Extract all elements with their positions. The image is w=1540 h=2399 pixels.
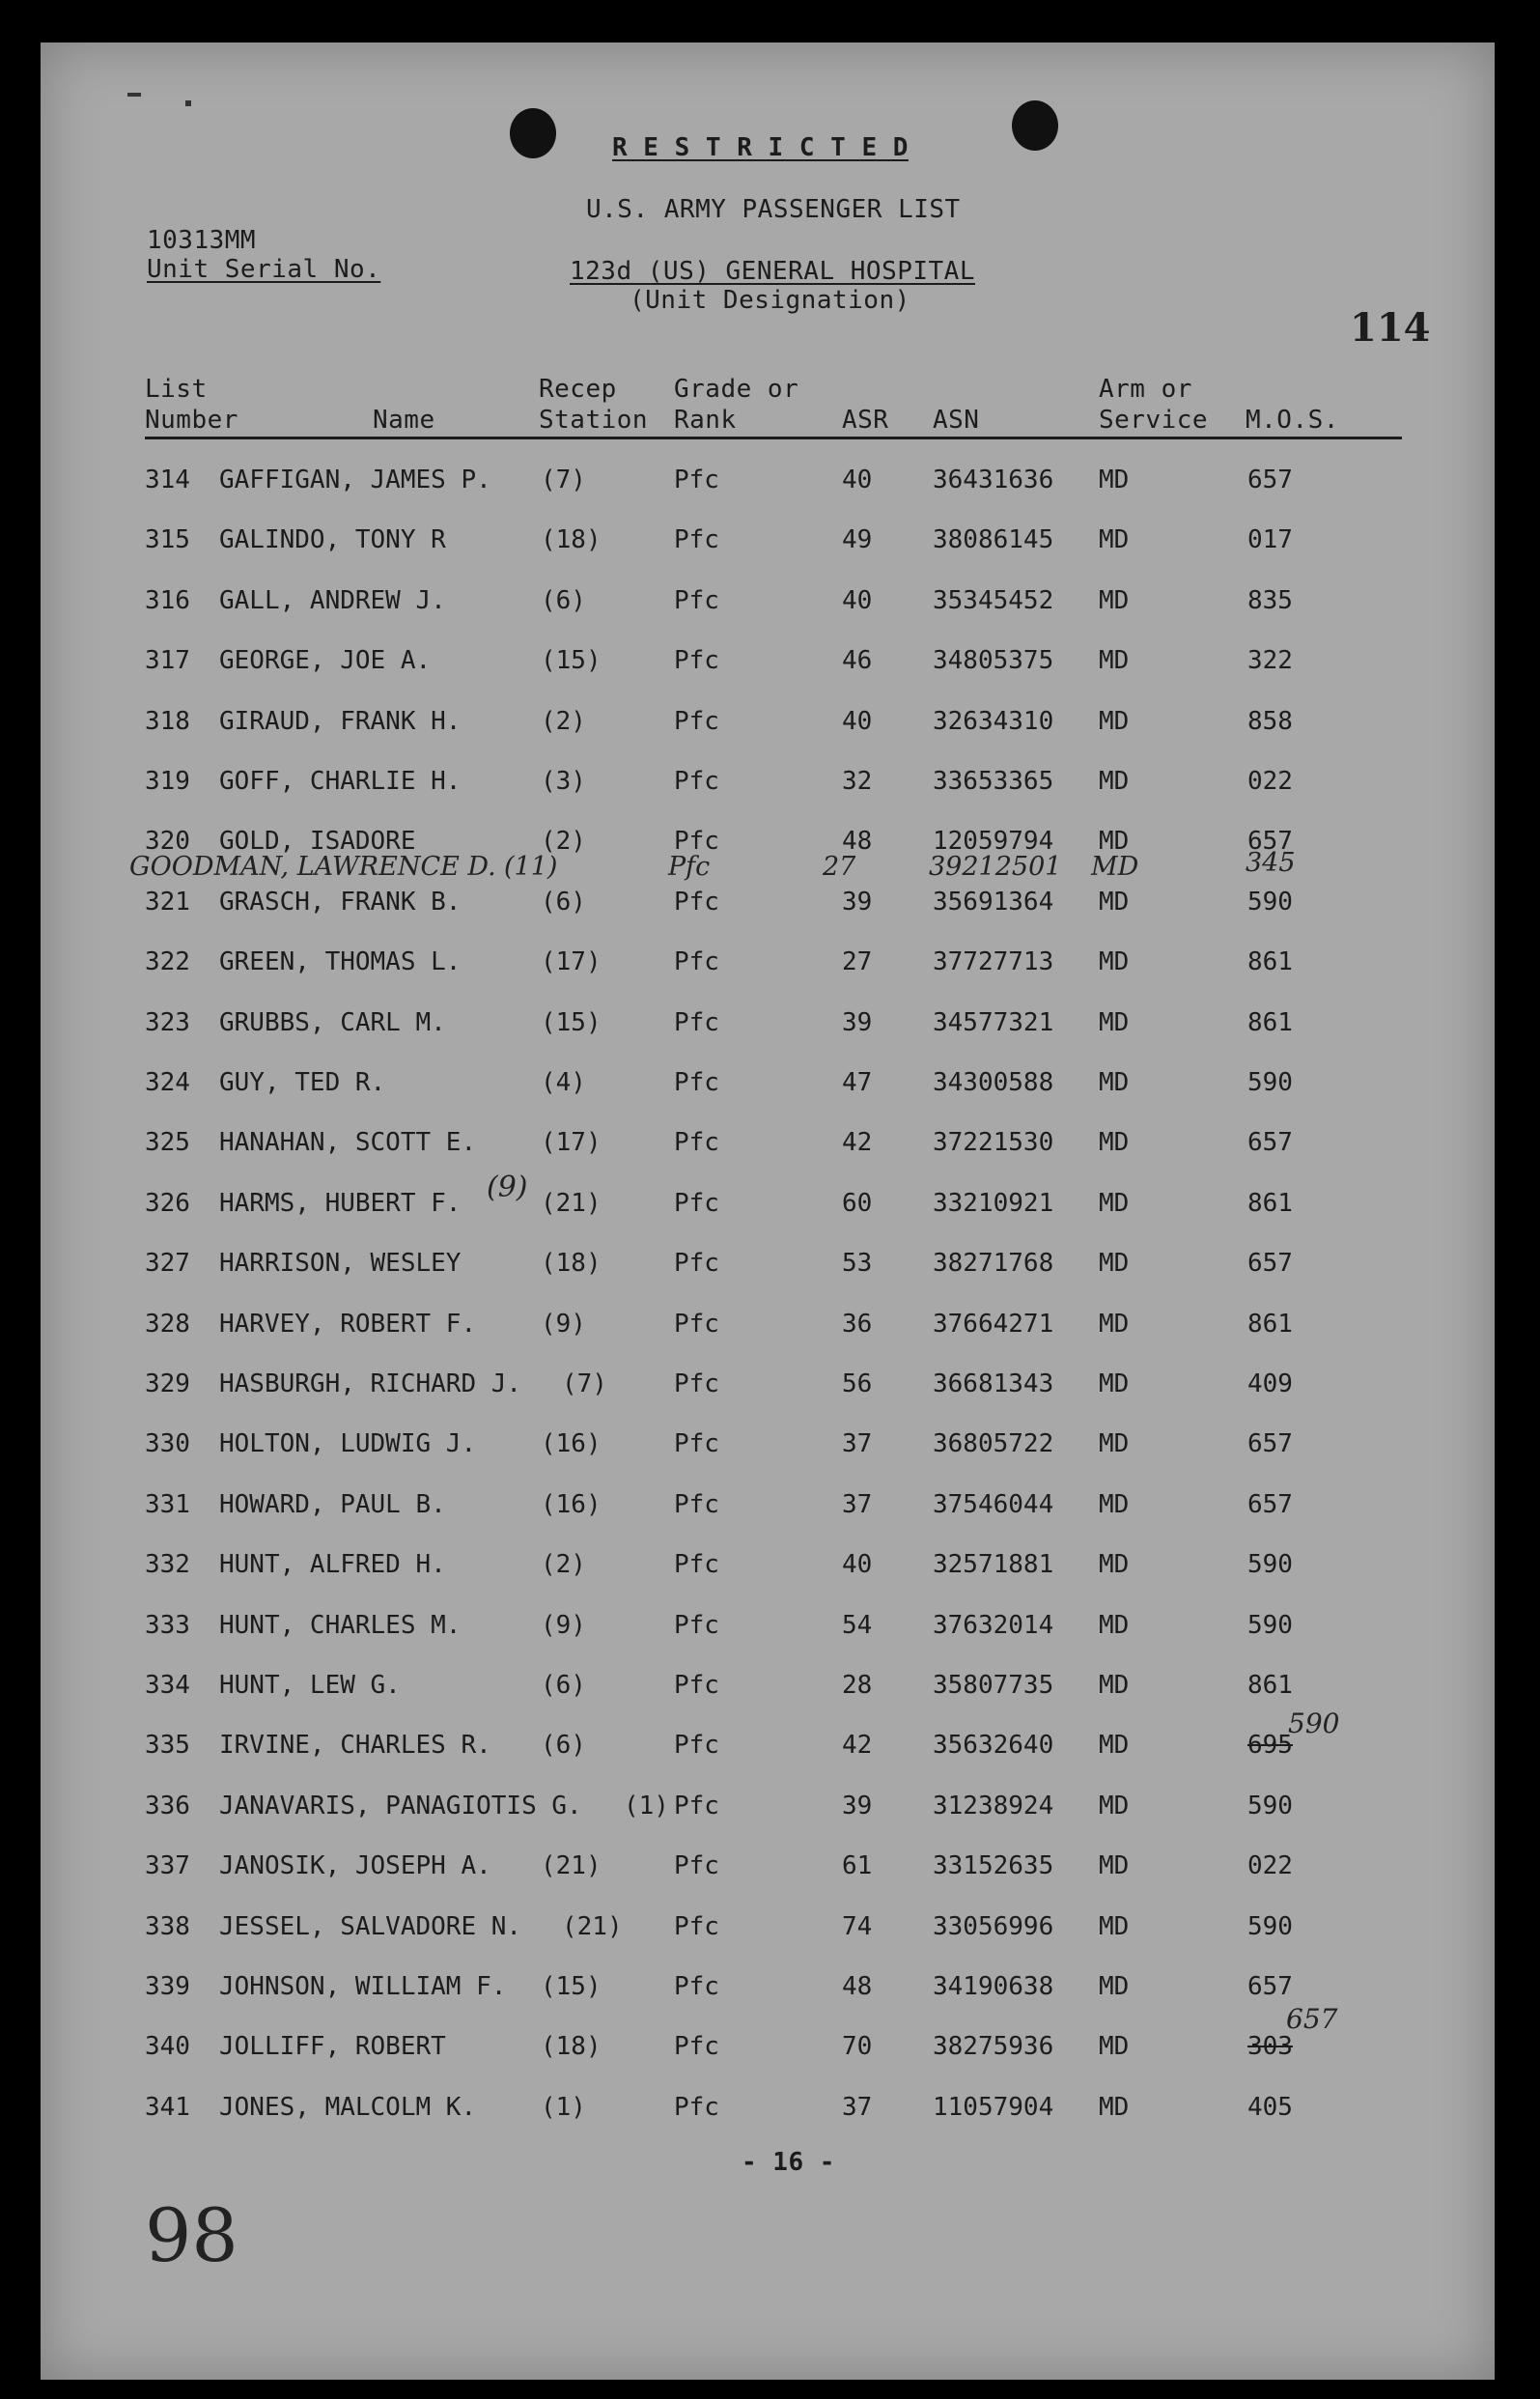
row-recep-station: (9) — [541, 1610, 586, 1640]
row-arm: MD — [1099, 466, 1130, 494]
row-asr: 48 — [842, 827, 873, 857]
unit-designation-label: (Unit Designation) — [630, 286, 910, 315]
table-row — [41, 1972, 1495, 2011]
row-asn: 31238924 — [933, 1791, 1054, 1820]
row-arm: MD — [1099, 2092, 1130, 2122]
row-grade: Pfc — [674, 1550, 719, 1580]
row-asr: 46 — [842, 646, 873, 676]
row-asr: 70 — [842, 2032, 873, 2062]
table-row — [41, 1611, 1495, 1650]
col-recep-1: Recep — [539, 375, 617, 404]
row-recep-station: (15) — [541, 646, 602, 676]
row-list-number: 328 — [145, 1309, 190, 1339]
row-list-number: 339 — [145, 1972, 190, 2001]
row-list-number: 320 — [145, 827, 190, 857]
row-asn: 33056996 — [933, 1911, 1054, 1941]
row-asr: 39 — [842, 887, 873, 917]
row-list-number: 321 — [145, 887, 190, 917]
row-recep-station: (3) — [541, 767, 586, 796]
row-grade: Pfc — [674, 1791, 719, 1820]
unit-serial-label: Unit Serial No. — [147, 255, 381, 284]
table-row — [41, 1550, 1495, 1589]
row-arm: MD — [1099, 827, 1130, 857]
row-arm: MD — [1099, 646, 1130, 676]
row-asn: 35632640 — [933, 1731, 1054, 1761]
row-name: HANAHAN, SCOTT E. — [219, 1128, 477, 1158]
row-asn: 37546044 — [933, 1489, 1054, 1519]
row-recep-station: (1) — [624, 1791, 669, 1820]
row-mos: 590 — [1247, 1911, 1293, 1941]
row-asn: 33210921 — [933, 1188, 1054, 1218]
handwritten-harms-recep: (9) — [487, 1171, 528, 1204]
row-asr: 37 — [842, 2092, 873, 2122]
table-row — [41, 947, 1495, 986]
col-list-number-2: Number — [145, 406, 238, 435]
row-recep-station: (15) — [541, 1007, 602, 1037]
row-asr: 48 — [842, 1972, 873, 2001]
table-row — [41, 646, 1495, 685]
table-row — [41, 767, 1495, 805]
row-name: GRASCH, FRANK B. — [219, 887, 462, 917]
table-row — [41, 1128, 1495, 1167]
row-recep-station: (7) — [541, 466, 586, 494]
row-mos: 590 — [1247, 887, 1293, 917]
row-asr: 39 — [842, 1791, 873, 1820]
row-asn: 35345452 — [933, 585, 1054, 615]
table-row — [41, 586, 1495, 625]
row-asr: 74 — [842, 1911, 873, 1941]
row-asn: 37632014 — [933, 1610, 1054, 1640]
row-mos: 405 — [1247, 2092, 1293, 2122]
row-name: IRVINE, CHARLES R. — [219, 1731, 491, 1761]
row-mos: 590 — [1247, 1791, 1293, 1820]
row-name: JANAVARIS, PANAGIOTIS G. — [219, 1791, 582, 1820]
row-asn: 34190638 — [933, 1972, 1054, 2001]
row-list-number: 334 — [145, 1671, 190, 1700]
scan-speck — [185, 100, 191, 106]
row-recep-station: (6) — [541, 1731, 586, 1761]
row-list-number: 326 — [145, 1188, 190, 1218]
row-mos: 657 — [1247, 1489, 1293, 1519]
row-arm: MD — [1099, 1188, 1130, 1218]
row-recep-station: (18) — [541, 525, 602, 555]
table-row — [41, 1671, 1495, 1709]
row-asn: 37727713 — [933, 947, 1054, 977]
row-grade: Pfc — [674, 1128, 719, 1158]
row-asr: 61 — [842, 1851, 873, 1881]
row-name: JOHNSON, WILLIAM F. — [219, 1972, 507, 2001]
handwritten-corner-mark: 98 — [145, 2192, 238, 2278]
row-name: GALL, ANDREW J. — [219, 585, 446, 615]
row-list-number: 340 — [145, 2032, 190, 2062]
row-recep-station: (18) — [541, 2032, 602, 2062]
row-grade: Pfc — [674, 1429, 719, 1459]
row-name: JOLLIFF, ROBERT — [219, 2032, 446, 2062]
row-list-number: 314 — [145, 466, 190, 494]
row-arm: MD — [1099, 887, 1130, 917]
handwritten-inserted-asn: 39212501 — [929, 852, 1062, 882]
row-grade: Pfc — [674, 827, 719, 857]
row-asn: 34300588 — [933, 1068, 1054, 1097]
row-recep-station: (6) — [541, 1671, 586, 1700]
col-recep-2: Station — [539, 406, 649, 435]
row-arm: MD — [1099, 1249, 1130, 1279]
row-name: GIRAUD, FRANK H. — [219, 706, 462, 736]
page-stamp: 114 — [1350, 305, 1431, 351]
row-grade: Pfc — [674, 1068, 719, 1097]
table-row — [41, 1310, 1495, 1348]
row-name: JESSEL, SALVADORE N. — [219, 1911, 522, 1941]
row-name: HUNT, LEW G. — [219, 1671, 401, 1700]
punch-hole-left — [510, 108, 556, 158]
row-recep-station: (16) — [541, 1429, 602, 1459]
row-mos: 657 — [1247, 1128, 1293, 1158]
row-recep-station: (17) — [541, 1128, 602, 1158]
row-recep-station: (2) — [541, 827, 586, 857]
row-asn: 33653365 — [933, 767, 1054, 796]
row-list-number: 330 — [145, 1429, 190, 1459]
row-mos: 022 — [1247, 767, 1293, 796]
row-arm: MD — [1099, 585, 1130, 615]
col-asn: ASN — [933, 406, 980, 435]
row-arm: MD — [1099, 1851, 1130, 1881]
row-recep-station: (18) — [541, 1249, 602, 1279]
row-mos: 861 — [1247, 947, 1293, 977]
row-name: GRUBBS, CARL M. — [219, 1007, 446, 1037]
row-list-number: 331 — [145, 1489, 190, 1519]
document-sheet — [41, 42, 1495, 2380]
row-asr: 28 — [842, 1671, 873, 1700]
row-grade: Pfc — [674, 1851, 719, 1881]
row-arm: MD — [1099, 1671, 1130, 1700]
row-recep-station: (21) — [562, 1911, 623, 1941]
row-list-number: 322 — [145, 947, 190, 977]
table-row — [41, 1490, 1495, 1529]
row-mos: 590 — [1247, 1610, 1293, 1640]
row-recep-station: (6) — [541, 585, 586, 615]
scan-speck — [127, 93, 141, 97]
row-grade: Pfc — [674, 646, 719, 676]
row-mos: 657 — [1247, 1249, 1293, 1279]
row-asn: 34577321 — [933, 1007, 1054, 1037]
row-grade: Pfc — [674, 1972, 719, 2001]
table-row — [41, 1851, 1495, 1890]
row-name: GEORGE, JOE A. — [219, 646, 432, 676]
row-list-number: 336 — [145, 1791, 190, 1820]
row-arm: MD — [1099, 767, 1130, 796]
row-asr: 37 — [842, 1489, 873, 1519]
row-arm: MD — [1099, 1610, 1130, 1640]
document-title: U.S. ARMY PASSENGER LIST — [586, 195, 961, 224]
row-mos: 590 — [1247, 1068, 1293, 1097]
row-asn: 36431636 — [933, 466, 1054, 494]
row-grade: Pfc — [674, 2032, 719, 2062]
row-grade: Pfc — [674, 1731, 719, 1761]
row-arm: MD — [1099, 1550, 1130, 1580]
row-recep-station: (2) — [541, 1550, 586, 1580]
row-arm: MD — [1099, 1068, 1130, 1097]
row-name: JANOSIK, JOSEPH A. — [219, 1851, 491, 1881]
table-row — [41, 1008, 1495, 1047]
row-name: HARVEY, ROBERT F. — [219, 1309, 477, 1339]
table-row — [41, 466, 1495, 504]
row-list-number: 325 — [145, 1128, 190, 1158]
table-row — [41, 1189, 1495, 1228]
row-mos: 695 — [1247, 1731, 1293, 1761]
row-asr: 42 — [842, 1731, 873, 1761]
row-arm: MD — [1099, 947, 1130, 977]
row-list-number: 338 — [145, 1911, 190, 1941]
row-grade: Pfc — [674, 525, 719, 555]
row-list-number: 324 — [145, 1068, 190, 1097]
row-grade: Pfc — [674, 1309, 719, 1339]
row-mos: 861 — [1247, 1188, 1293, 1218]
row-name: HASBURGH, RICHARD J. — [219, 1369, 522, 1398]
row-asr: 40 — [842, 585, 873, 615]
row-grade: Pfc — [674, 947, 719, 977]
row-arm: MD — [1099, 706, 1130, 736]
row-asn: 36681343 — [933, 1369, 1054, 1398]
row-name: GAFFIGAN, JAMES P. — [219, 466, 491, 494]
row-asn: 38271768 — [933, 1249, 1054, 1279]
row-asr: 42 — [842, 1128, 873, 1158]
row-list-number: 327 — [145, 1249, 190, 1279]
row-asn: 33152635 — [933, 1851, 1054, 1881]
handwritten-inserted-recep: (11) — [504, 852, 558, 882]
row-arm: MD — [1099, 1911, 1130, 1941]
row-recep-station: (2) — [541, 706, 586, 736]
row-asn: 32634310 — [933, 706, 1054, 736]
row-arm: MD — [1099, 1791, 1130, 1820]
row-mos: 835 — [1247, 585, 1293, 615]
row-asn: 37221530 — [933, 1128, 1054, 1158]
row-grade: Pfc — [674, 1249, 719, 1279]
row-grade: Pfc — [674, 1369, 719, 1398]
handwritten-inserted-arm: MD — [1091, 852, 1139, 882]
row-asr: 40 — [842, 706, 873, 736]
row-name: HOLTON, LUDWIG J. — [219, 1429, 477, 1459]
row-asn: 32571881 — [933, 1550, 1054, 1580]
row-asr: 53 — [842, 1249, 873, 1279]
row-name: HARMS, HUBERT F. — [219, 1188, 462, 1218]
row-recep-station: (16) — [541, 1489, 602, 1519]
col-name: Name — [373, 406, 435, 435]
row-recep-station: (1) — [541, 2092, 586, 2122]
row-mos: 861 — [1247, 1309, 1293, 1339]
handwritten-inserted-asr: 27 — [823, 852, 856, 882]
row-grade: Pfc — [674, 1610, 719, 1640]
row-arm: MD — [1099, 1972, 1130, 2001]
row-recep-station: (4) — [541, 1068, 586, 1097]
table-row — [41, 1369, 1495, 1408]
row-name: HUNT, ALFRED H. — [219, 1550, 446, 1580]
row-asn: 34805375 — [933, 646, 1054, 676]
table-row — [41, 1912, 1495, 1951]
row-mos: 657 — [1247, 1429, 1293, 1459]
row-mos: 590 — [1247, 1550, 1293, 1580]
col-grade-1: Grade or — [674, 375, 799, 404]
row-asr: 56 — [842, 1369, 873, 1398]
row-mos: 022 — [1247, 1851, 1293, 1881]
table-row — [41, 707, 1495, 746]
row-grade: Pfc — [674, 466, 719, 494]
row-asr: 47 — [842, 1068, 873, 1097]
row-grade: Pfc — [674, 887, 719, 917]
row-arm: MD — [1099, 1128, 1130, 1158]
row-asr: 36 — [842, 1309, 873, 1339]
row-asn: 11057904 — [933, 2092, 1054, 2122]
row-recep-station: (21) — [541, 1851, 602, 1881]
row-list-number: 317 — [145, 646, 190, 676]
row-recep-station: (17) — [541, 947, 602, 977]
row-arm: MD — [1099, 2032, 1130, 2062]
row-grade: Pfc — [674, 1671, 719, 1700]
row-asn: 38275936 — [933, 2032, 1054, 2062]
handwritten-inserted-grade: Pfc — [668, 852, 711, 882]
row-asn: 12059794 — [933, 827, 1054, 857]
row-mos: 303 — [1247, 2032, 1293, 2062]
row-grade: Pfc — [674, 1489, 719, 1519]
row-name: HOWARD, PAUL B. — [219, 1489, 446, 1519]
handwritten-jolliff-mos: 657 — [1286, 2003, 1338, 2035]
row-arm: MD — [1099, 1731, 1130, 1761]
row-asn: 35807735 — [933, 1671, 1054, 1700]
unit-serial-value: 10313MM — [147, 226, 257, 255]
row-mos: 409 — [1247, 1369, 1293, 1398]
row-list-number: 329 — [145, 1369, 190, 1398]
row-asr: 60 — [842, 1188, 873, 1218]
row-recep-station: (6) — [541, 887, 586, 917]
row-recep-station: (7) — [562, 1369, 607, 1398]
unit-designation-value: 123d (US) GENERAL HOSPITAL — [570, 257, 975, 286]
row-mos: 657 — [1247, 466, 1293, 494]
row-recep-station: (21) — [541, 1188, 602, 1218]
row-grade: Pfc — [674, 706, 719, 736]
row-mos: 861 — [1247, 1007, 1293, 1037]
page-number: - 16 - — [742, 2148, 835, 2177]
table-row — [41, 1429, 1495, 1468]
col-arm-2: Service — [1099, 406, 1209, 435]
row-list-number: 318 — [145, 706, 190, 736]
row-name: GOLD, ISADORE — [219, 827, 416, 857]
table-row — [41, 525, 1495, 564]
restricted-heading: R E S T R I C T E D — [612, 133, 909, 162]
row-asn: 37664271 — [933, 1309, 1054, 1339]
row-asr: 40 — [842, 466, 873, 494]
row-asr: 39 — [842, 1007, 873, 1037]
col-list-number-1: List — [145, 375, 208, 404]
row-name: GUY, TED R. — [219, 1068, 386, 1097]
row-arm: MD — [1099, 1429, 1130, 1459]
row-asr: 40 — [842, 1550, 873, 1580]
table-row — [41, 1068, 1495, 1107]
row-list-number: 332 — [145, 1550, 190, 1580]
header-rule — [145, 437, 1402, 439]
table-row — [41, 2093, 1495, 2131]
handwritten-inserted-name: GOODMAN, LAWRENCE D. — [129, 852, 496, 882]
row-grade: Pfc — [674, 767, 719, 796]
row-list-number: 323 — [145, 1007, 190, 1037]
row-asn: 36805722 — [933, 1429, 1054, 1459]
row-arm: MD — [1099, 1309, 1130, 1339]
row-mos: 322 — [1247, 646, 1293, 676]
row-mos: 861 — [1247, 1671, 1293, 1700]
row-name: HARRISON, WESLEY — [219, 1249, 462, 1279]
punch-hole-right — [1012, 100, 1058, 151]
row-mos: 657 — [1247, 827, 1293, 857]
row-name: GREEN, THOMAS L. — [219, 947, 462, 977]
row-list-number: 333 — [145, 1610, 190, 1640]
row-list-number: 341 — [145, 2092, 190, 2122]
row-name: GALINDO, TONY R — [219, 525, 446, 555]
row-name: HUNT, CHARLES M. — [219, 1610, 462, 1640]
table-row — [41, 1792, 1495, 1830]
row-recep-station: (9) — [541, 1309, 586, 1339]
row-list-number: 335 — [145, 1731, 190, 1761]
row-grade: Pfc — [674, 585, 719, 615]
row-mos: 858 — [1247, 706, 1293, 736]
table-row — [41, 1249, 1495, 1287]
row-asr: 32 — [842, 767, 873, 796]
row-asn: 38086145 — [933, 525, 1054, 555]
row-asr: 27 — [842, 947, 873, 977]
row-list-number: 316 — [145, 585, 190, 615]
row-recep-station: (15) — [541, 1972, 602, 2001]
row-mos: 657 — [1247, 1972, 1293, 2001]
row-arm: MD — [1099, 1007, 1130, 1037]
row-mos: 017 — [1247, 525, 1293, 555]
table-row — [41, 1731, 1495, 1769]
row-list-number: 337 — [145, 1851, 190, 1881]
row-arm: MD — [1099, 525, 1130, 555]
col-mos: M.O.S. — [1246, 406, 1339, 435]
row-arm: MD — [1099, 1369, 1130, 1398]
row-asr: 37 — [842, 1429, 873, 1459]
handwritten-inserted-mos: 345 — [1246, 848, 1296, 878]
row-list-number: 319 — [145, 767, 190, 796]
row-grade: Pfc — [674, 1911, 719, 1941]
col-asr: ASR — [842, 406, 889, 435]
col-arm-1: Arm or — [1099, 375, 1192, 404]
row-arm: MD — [1099, 1489, 1130, 1519]
row-asr: 49 — [842, 525, 873, 555]
row-grade: Pfc — [674, 1188, 719, 1218]
row-grade: Pfc — [674, 2092, 719, 2122]
table-row — [41, 888, 1495, 926]
table-row — [41, 2032, 1495, 2071]
row-asr: 54 — [842, 1610, 873, 1640]
row-grade: Pfc — [674, 1007, 719, 1037]
col-grade-2: Rank — [674, 406, 737, 435]
handwritten-irvine-mos: 590 — [1288, 1708, 1340, 1739]
row-name: GOFF, CHARLIE H. — [219, 767, 462, 796]
row-asn: 35691364 — [933, 887, 1054, 917]
row-list-number: 315 — [145, 525, 190, 555]
row-name: JONES, MALCOLM K. — [219, 2092, 477, 2122]
